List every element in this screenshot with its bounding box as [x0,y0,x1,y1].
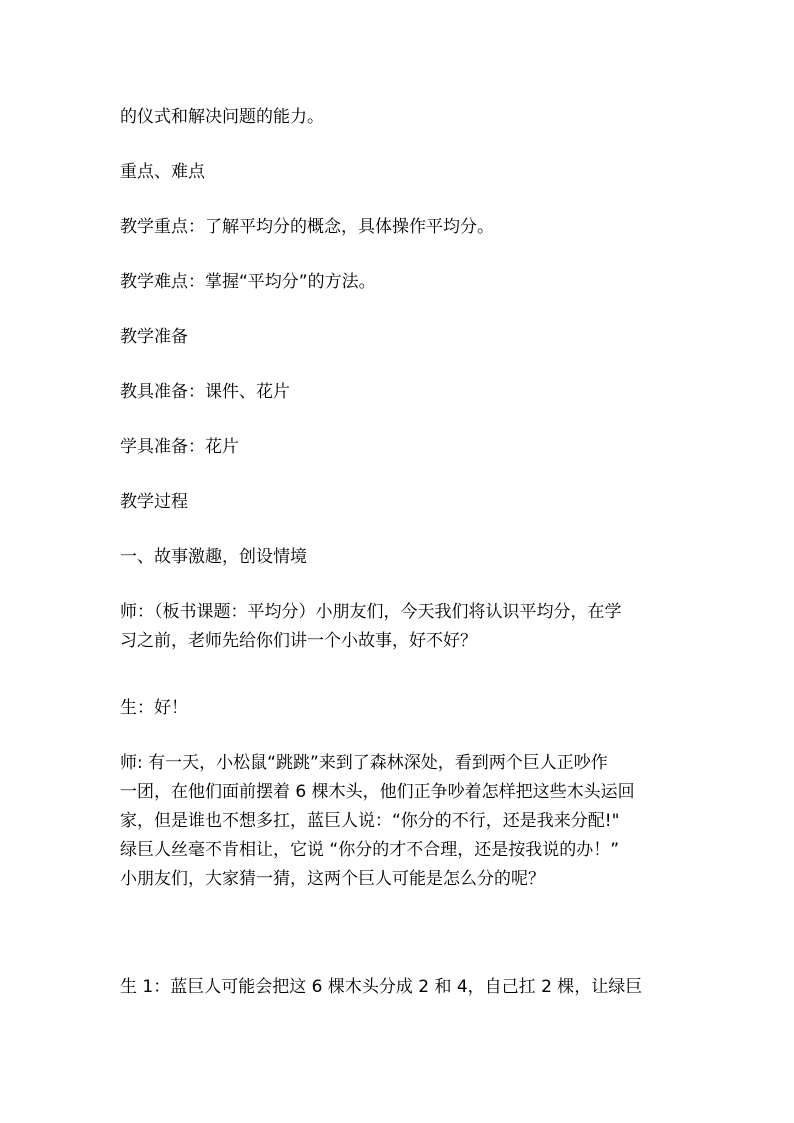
text-line: 生 1：蓝巨人可能会把这 6 棵木头分成 2 和 4，自己扛 2 棵，让绿巨 [120,977,643,997]
text-line: 师：（板书课题：平均分）小朋友们，今天我们将认识平均分，在学 [120,602,622,622]
text-line: 教具准备：课件、花片 [120,382,290,402]
paragraph-student-one [120,973,680,1002]
paragraph-student-reply [120,694,680,723]
text-line: 教学准备 [120,327,188,347]
text-line: 习之前，老师先给你们讲一个小故事，好不好？ [120,631,477,651]
paragraph-ability [120,103,680,132]
paragraph-teaching-difficulty [120,268,680,297]
text-line: 一、故事激趣，创设情境 [120,547,307,567]
paragraph-teacher-materials [120,378,680,407]
heading-teaching-process [120,488,680,517]
paragraph-student-materials [120,433,680,462]
paragraph-teacher-intro [120,598,680,656]
text-line: 教学难点：掌握“平均分”的方法。 [120,272,376,292]
text-line: 一团，在他们面前摆着 6 棵木头，他们正争吵着怎样把这些木头运回 [120,782,635,802]
text-line: 教学过程 [120,492,188,512]
heading-key-points [120,158,680,187]
text-line: 生：好！ [120,698,188,718]
text-line: 家，但是谁也不想多扛，蓝巨人说：“你分的不行，还是我来分配!" [120,811,620,831]
heading-teaching-preparation [120,323,680,352]
text-line: 的仪式和解决问题的能力。 [120,107,324,127]
paragraph-teacher-story [120,749,680,894]
text-line: 师: 有一天，小松鼠“跳跳”来到了森林深处，看到两个巨人正吵作 [120,753,608,773]
text-line: 绿巨人丝毫不肯相让，它说 “你分的才不合理，还是按我说的办！” [120,840,620,860]
text-line: 教学重点：了解平均分的概念，具体操作平均分。 [120,217,494,237]
text-line: 小朋友们，大家猜一猜，这两个巨人可能是怎么分的呢？ [120,869,545,889]
paragraph-teaching-focus [120,213,680,242]
text-line: 学具准备：花片 [120,437,239,457]
text-line: 重点、难点 [120,162,205,182]
heading-section-one [120,543,680,572]
